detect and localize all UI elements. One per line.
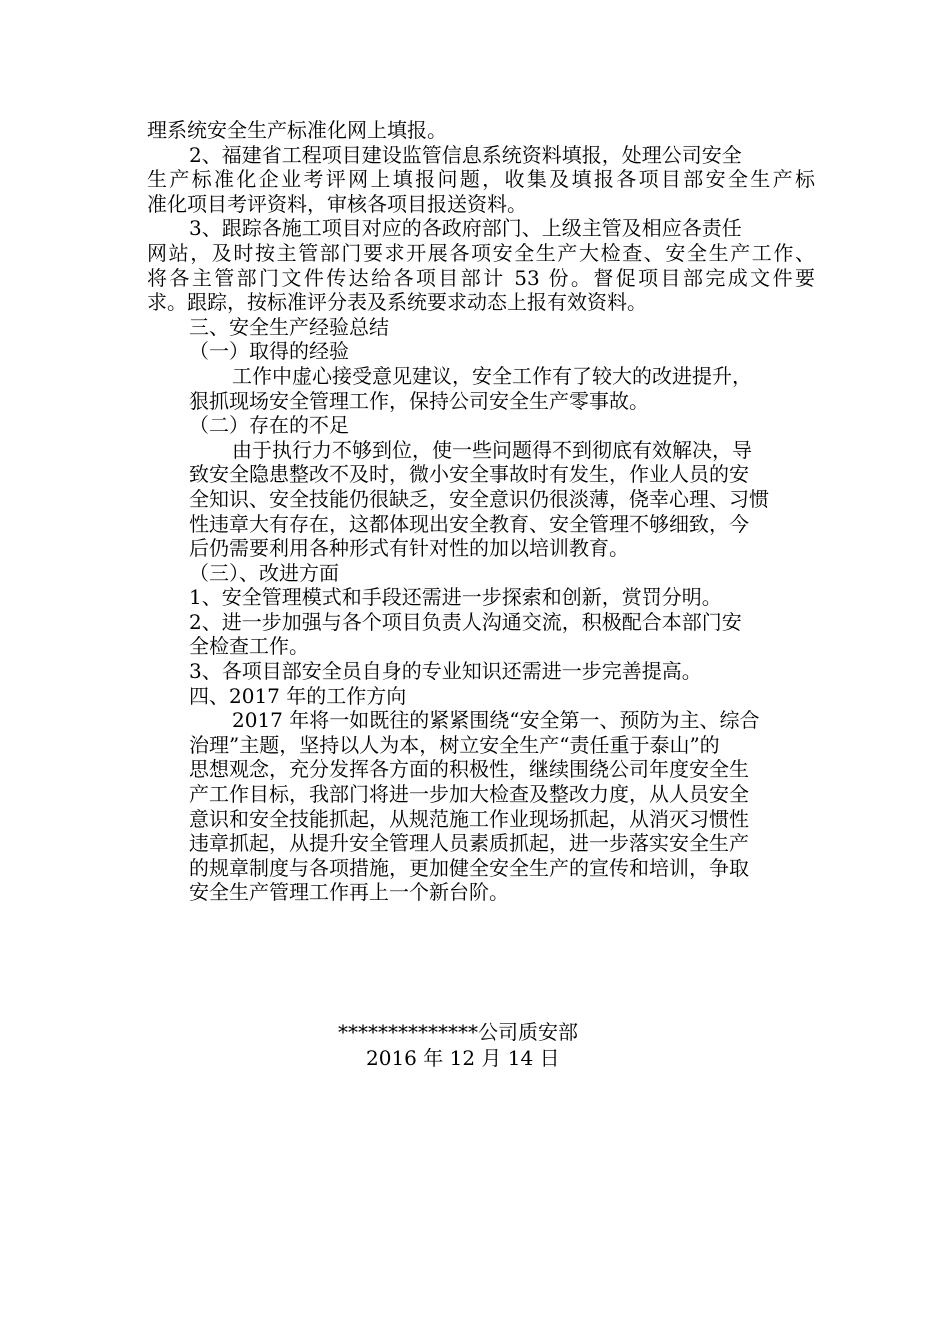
text-line: 理系统安全生产标准化网上填报。 [147,118,447,142]
text-line: 思想观念，充分发挥各方面的积极性，继续围绕公司年度安全生 [189,757,749,782]
text-line: 全检查工作。 [189,634,309,659]
list-item-2: 2、进一步加强与各个项目负责人沟通交流，积极配合本部门安 [189,609,742,634]
paragraph-item-3: 3、跟踪各施工项目对应的各政府部门、上级主管及相应各责任 [189,216,742,241]
text-line: 网站，及时按主管部门要求开展各项安全生产大检查、安全生产工作、 [147,240,815,265]
subsection-heading-2: （二）存在的不足 [189,413,349,438]
section-heading-3: 三、安全生产经验总结 [189,314,389,339]
text-line: 安全生产管理工作再上一个新台阶。 [189,880,509,905]
text-line: 由于执行力不够到位，使一些问题得不到彻底有效解决，导 [232,437,752,462]
text-line: 性违章大有存在，这都体现出安全教育、安全管理不够细致，今 [189,511,749,536]
text-line: 全知识、安全技能仍很缺乏，安全意识仍很淡薄，侥幸心理、习惯 [189,486,769,511]
text-line: 的规章制度与各项措施，更加健全安全生产的宣传和培训，争取 [189,855,749,880]
subsection-heading-3: （三）、改进方面 [189,560,339,585]
list-item-3: 3、各项目部安全员自身的专业知识还需进一步完善提高。 [189,659,702,684]
text-line: 狠抓现场安全管理工作，保持公司安全生产零事故。 [189,388,649,413]
text-line: 产工作目标，我部门将进一步加大检查及整改力度，从人员安全 [189,782,749,807]
text-line: 将各主管部门文件传达给各项目部计 53 份。督促项目部完成文件要 [147,265,815,290]
text-line: 2017 年将一如既往的紧紧围绕“安全第一、预防为主、综合 [232,708,760,733]
text-line: 准化项目考评资料，审核各项目报送资料。 [147,191,527,216]
text-line: 治理”主题，坚持以人为本，树立安全生产“责任重于泰山”的 [189,732,720,757]
signature-organization: **************公司质安部 [338,1020,578,1044]
text-line: 致安全隐患整改不及时，微小安全事故时有发生，作业人员的安 [189,462,749,487]
text-line: 违章抓起，从提升安全管理人员素质抓起，进一步落实安全生产 [189,831,749,856]
text-line: 求。跟踪，按标准评分表及系统要求动态上报有效资料。 [147,290,647,315]
document-body [147,118,815,905]
text-line: 后仍需要利用各种形式有针对性的加以培训教育。 [189,536,629,561]
subsection-heading-1: （一）取得的经验 [189,339,349,364]
paragraph-item-2: 2、福建省工程项目建设监管信息系统资料填报，处理公司安全 [189,142,742,167]
text-line: 生产标准化企业考评网上填报问题，收集及填报各项目部安全生产标 [147,167,815,192]
signature-date: 2016 年 12 月 14 日 [366,1046,560,1070]
section-heading-4: 四、2017 年的工作方向 [189,683,407,708]
text-line: 意识和安全技能抓起，从规范施工作业现场抓起，从消灭习惯性 [189,806,749,831]
list-item-1: 1、安全管理模式和手段还需进一步探索和创新，赏罚分明。 [189,585,722,610]
text-line: 工作中虚心接受意见建议，安全工作有了较大的改进提升， [232,363,752,388]
